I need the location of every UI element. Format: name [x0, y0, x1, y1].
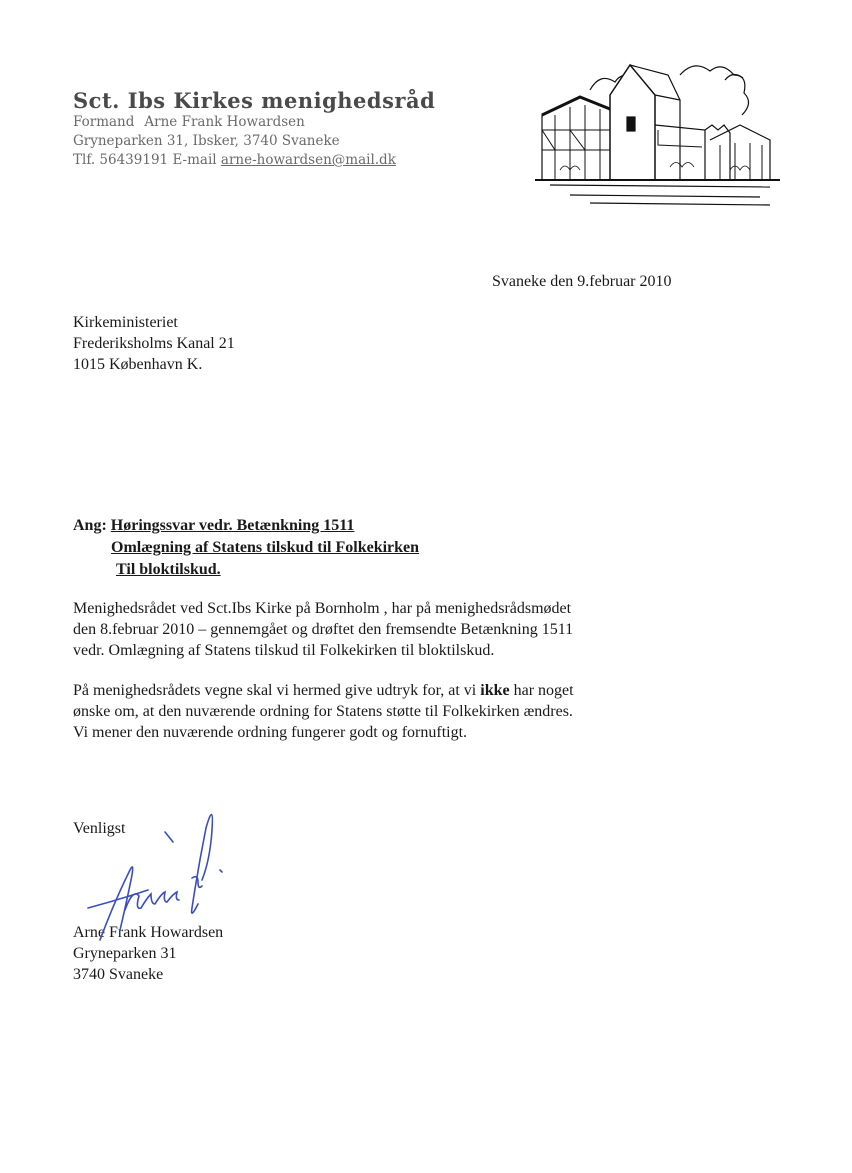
phone: Tlf. 56439191 [73, 152, 169, 168]
recipient-address [73, 312, 235, 375]
email-link[interactable]: arne-howardsen@mail.dk [220, 152, 396, 168]
subject-line-3: Til bloktilskud. [116, 561, 221, 578]
contact-line [73, 151, 435, 170]
role-label: Formand [73, 114, 135, 130]
email-label: E-mail [172, 152, 217, 168]
chair-name: Arne Frank Howardsen [144, 114, 305, 130]
subject-line-1: Høringssvar vedr. Betænkning 1511 [110, 517, 355, 534]
sender-city: 3740 Svaneke [73, 966, 164, 983]
date-line: Svaneke den 9.februar 2010 [492, 273, 672, 290]
chair-line [73, 113, 435, 132]
recipient-name: Kirkeministeriet [73, 314, 178, 331]
signature-icon [80, 790, 260, 950]
sender-name: Arne Frank Howardsen [73, 924, 224, 941]
closing: Venligst [73, 820, 126, 837]
sender-street: Gryneparken 31 [73, 945, 177, 962]
recipient-city: 1015 København K. [73, 356, 203, 373]
text-segment: har noget [509, 682, 574, 699]
paragraph-1-line: vedr. Omlægning af Statens tilskud til Folkekirken til bloktilskud. [73, 642, 495, 659]
emphasis-ikke: ikke [480, 682, 510, 699]
subject-block [73, 515, 419, 581]
paragraph-1-line: Menighedsrådet ved Sct.Ibs Kirke på Bornholm , har på menighedsrådsmødet [73, 600, 572, 617]
paragraph-2-line-3: Vi mener den nuværende ordning fungerer godt og fornuftigt. [73, 724, 468, 741]
paragraph-2-line-2: ønske om, at den nuværende ordning for Statens støtte til Folkekirken ændres. [73, 703, 573, 720]
subject-line-2: Omlægning af Statens tilskud til Folkekirken [111, 539, 420, 556]
text-segment: På menighedsrådets vegne skal vi hermed give udtryk for, at vi [73, 682, 481, 699]
church-illustration-icon [530, 55, 785, 215]
paragraph-1-line: den 8.februar 2010 – gennemgået og drøftet den fremsendte Betænkning 1511 [73, 621, 574, 638]
recipient-street: Frederiksholms Kanal 21 [73, 335, 235, 352]
organization-name: Sct. Ibs Kirkes menighedsråd [73, 88, 436, 113]
letterhead [73, 88, 435, 170]
paragraph-2 [73, 680, 574, 743]
letterhead-address: Gryneparken 31, Ibsker, 3740 Svaneke [73, 133, 340, 149]
subject-prefix: Ang: [73, 517, 107, 534]
paragraph-1 [73, 598, 573, 661]
paragraph-2-line-1 [73, 680, 574, 701]
